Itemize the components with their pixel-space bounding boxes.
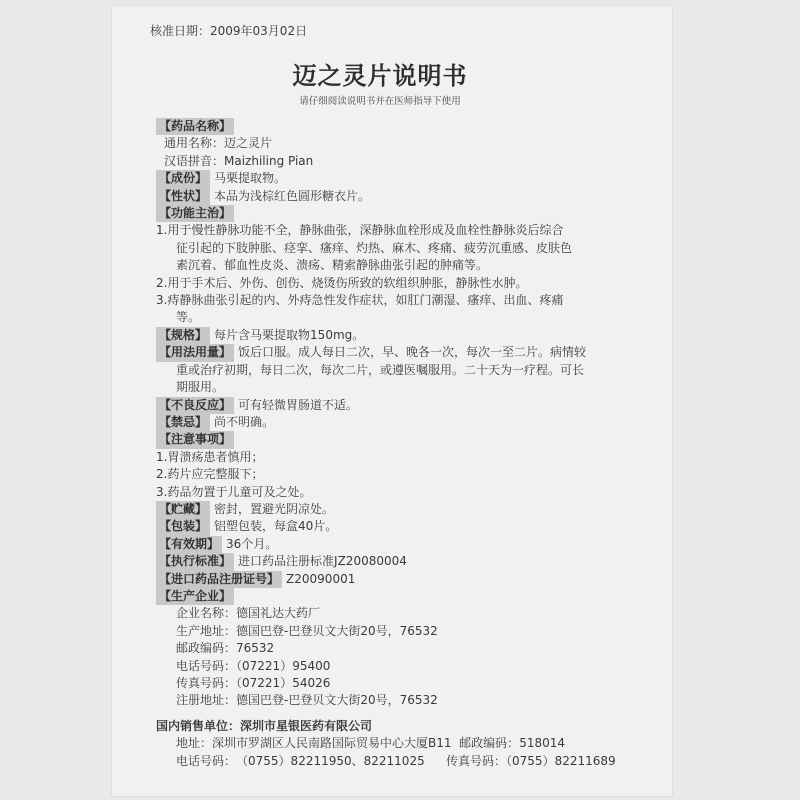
- section-description: 【 性状 】 本品为浅棕红色圆形糖衣片。: [156, 188, 636, 205]
- section-specification: 【 规格 】 每片含马栗提取物150mg。: [156, 327, 636, 344]
- section-composition: 【 成份 】 马栗提取物。: [156, 170, 636, 187]
- section-indications: 【 功能主治 】: [156, 205, 636, 222]
- section-validity: 【 有效期 】 36个月。: [156, 536, 636, 553]
- section-dosage: 【 用法用量 】 饭后口服。成人每日二次，早、晚各一次，每次一至二片。病情较: [156, 344, 636, 361]
- section-manufacturer: 【 生产企业 】: [156, 588, 636, 605]
- dosage-line: 重或治疗初期，每日二次，每次二片，或遵医嘱服用。二十天为一疗程。可长: [176, 362, 585, 377]
- indication-line: 素沉着、郁血性皮炎、溃疡、精索静脉曲张引起的肿痛等。: [176, 258, 489, 273]
- leaflet-content: [156, 118, 636, 770]
- section-contraindications: 【 禁忌 】 尚不明确。: [156, 414, 636, 431]
- indication-line: 征引起的下肢肿胀、痉挛、瘙痒、灼热、麻木、疼痛、疲劳沉重感、皮肤色: [176, 240, 573, 255]
- section-adverse-reactions: 【 不良反应 】 可有轻微胃肠道不适。: [156, 397, 636, 414]
- approval-date: 核准日期：2009年03月02日: [150, 24, 308, 38]
- generic-name-row: 通用名称：迈之灵片: [164, 136, 273, 151]
- manufacturer-row: 邮政编码：76532: [176, 641, 275, 656]
- document-title: 迈之灵片说明书: [292, 62, 468, 90]
- section-label: 【 药品名称 】: [156, 118, 234, 135]
- distributor-address-row: 地址：深圳市罗湖区人民南路国际贸易中心大厦B11 邮政编码：518014: [176, 736, 565, 751]
- manufacturer-row: 电话号码：（07221）95400: [176, 658, 331, 673]
- manufacturer-row: 传真号码：（07221）54026: [176, 676, 331, 690]
- document-subtitle: 请仔细阅读说明书并在医师指导下使用: [299, 96, 461, 107]
- manufacturer-row: 企业名称：德国礼达大药厂: [176, 606, 321, 621]
- precaution-line: 3.药品勿置于儿童可及之处。: [156, 484, 312, 499]
- distributor-phone-row: 电话号码：（0755）82211950、82211025 传真号码：（0755）82211689: [176, 753, 616, 768]
- section-precautions: 【 注意事项 】: [156, 431, 636, 448]
- distributor-row: 国内销售单位：深圳市星银医药有限公司: [156, 718, 373, 733]
- section-storage: 【 贮藏 】 密封，置避光阴凉处。: [156, 501, 636, 518]
- section-import-registration: 【 进口药品注册证号 】 Z20090001: [156, 571, 636, 588]
- indication-line: 3.痔静脉曲张引起的内、外痔急性发作症状，如肛门潮湿、瘙痒、出血、疼痛: [156, 293, 564, 308]
- indication-line: 2.用于手术后、外伤、创伤、烧烫伤所致的软组织肿胀，静脉性水肿。: [156, 275, 528, 290]
- section-drug-name: [156, 118, 636, 135]
- indication-line: 等。: [176, 310, 201, 325]
- manufacturer-row: 生产地址：德国巴登-巴登贝文大街20号，76532: [176, 623, 438, 638]
- section-standard: 【 执行标准 】 进口药品注册标准JZ20080004: [156, 553, 636, 570]
- precaution-line: 1.胃溃疡患者慎用；: [156, 449, 264, 464]
- dosage-line: 期服用。: [176, 380, 225, 395]
- manufacturer-row: 注册地址：德国巴登-巴登贝文大街20号，76532: [176, 693, 438, 708]
- precaution-line: 2.药片应完整服下；: [156, 467, 264, 482]
- section-package: 【 包装 】 铝塑包装，每盒40片。: [156, 518, 636, 535]
- pinyin-row: 汉语拼音：Maizhiling Pian: [164, 153, 314, 168]
- indication-line: 1.用于慢性静脉功能不全，静脉曲张，深静脉血栓形成及血栓性静脉炎后综合: [156, 223, 564, 238]
